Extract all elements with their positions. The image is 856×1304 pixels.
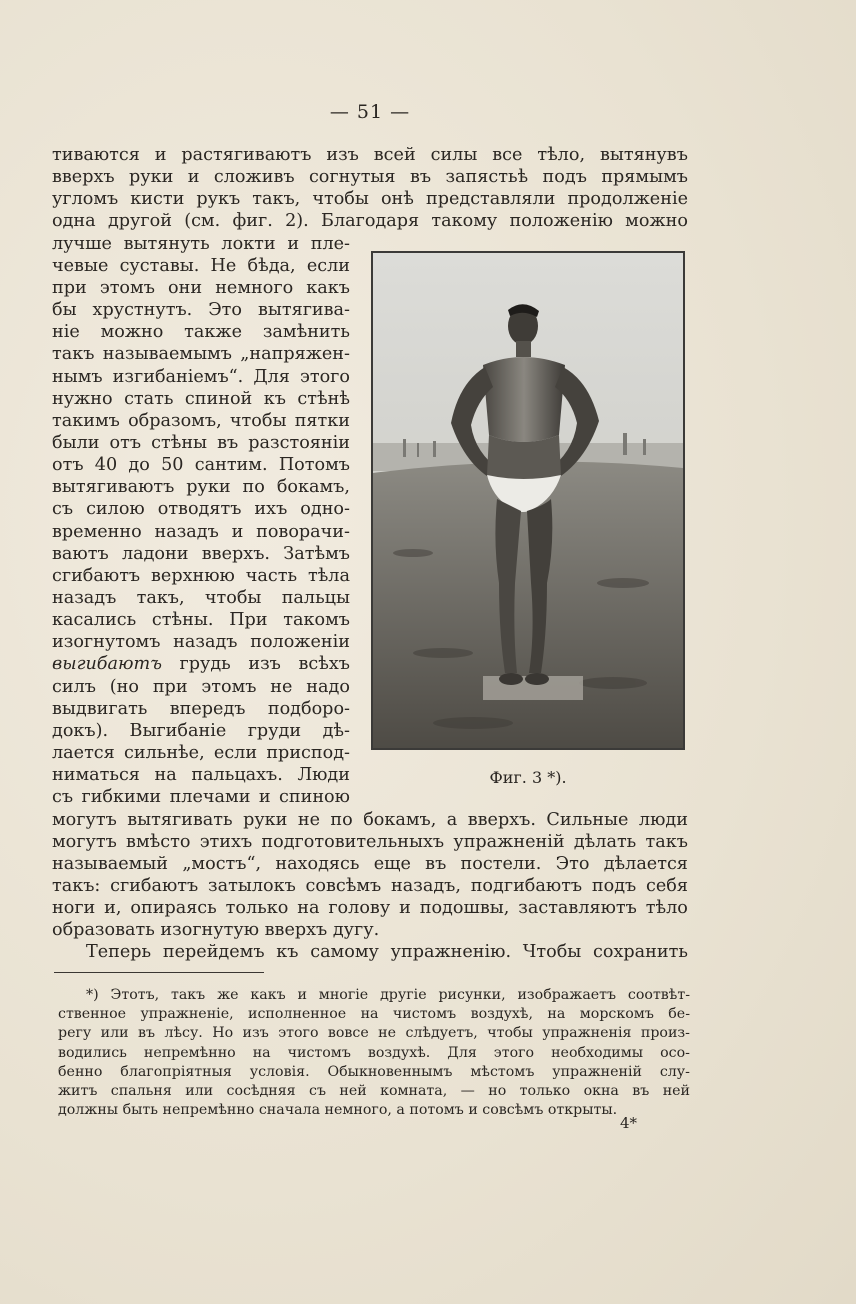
text-line: нымъ изгибаніемъ“. Для этого xyxy=(52,366,350,387)
man-on-beach-illustration xyxy=(373,253,683,748)
text-line: при этомъ они немного какъ xyxy=(52,277,350,298)
text-line: такъ: сгибаютъ затылокъ совсѣмъ назадъ, подгибаютъ подъ себя xyxy=(52,875,688,896)
text-line: ниматься на пальцахъ. Люди xyxy=(52,765,350,786)
footnote-line: бенно благопріятныя условія. Обыкновеннымъ мѣстомъ упражненій слу- xyxy=(58,1063,690,1080)
text-line: касались стѣны. При такомъ xyxy=(52,610,350,631)
text-line: вверхъ руки и сложивъ согнутыя въ запястьѣ подъ прямымъ xyxy=(52,167,688,188)
text-line: бы хрустнутъ. Это вытягива- xyxy=(52,300,350,321)
signature-mark: 4* xyxy=(620,1114,638,1132)
footnote-rule xyxy=(54,972,264,973)
text-line: одна другой (см. фиг. 2). Благодаря такому положенію можно xyxy=(52,211,688,232)
text-line: были отъ стѣны въ разстояніи xyxy=(52,432,350,453)
text-line: вытягиваютъ руки по бокамъ, xyxy=(52,477,350,498)
text-line: докъ). Выгибаніе груди дѣ- xyxy=(52,720,350,741)
text-line: выдвигать впередъ подборо- xyxy=(52,698,350,719)
text-line: лается сильнѣе, если приспод- xyxy=(52,743,350,764)
figure-photo xyxy=(371,251,685,750)
text-line: такъ называемымъ „напряжен- xyxy=(52,344,350,365)
figure-caption: Фиг. 3 *). xyxy=(489,768,567,787)
text-line: назадъ такъ, чтобы пальцы xyxy=(52,588,350,608)
text-line: Теперь перейдемъ къ самому упражненію. Чтобы сохранить xyxy=(86,942,688,963)
footnote-line: житъ спальня или сосѣдняя съ ней комната, — но только окна въ ней xyxy=(58,1083,690,1099)
text-line: силъ (но при этомъ не надо xyxy=(52,676,350,697)
text-line: такимъ образомъ, чтобы пятки xyxy=(52,410,350,431)
text-line: сгибаютъ верхнюю часть тѣла xyxy=(52,565,350,586)
footnote-line: должны быть непремѣнно сначала немного, а потомъ и совсѣмъ открыты. xyxy=(58,1102,618,1119)
text-line: угломъ кисти рукъ такъ, чтобы онѣ представляли продолженіе xyxy=(52,189,688,210)
page-number: — 51 — xyxy=(329,101,411,123)
footnote-line: ственное упражненіе, исполненное на чистомъ воздухѣ, на морскомъ бе- xyxy=(58,1006,690,1023)
text-line: выгибаютъ грудь изъ всѣхъ xyxy=(52,654,350,675)
text-line: изогнутомъ назадъ положеніи xyxy=(52,632,350,653)
text-line: съ гибкими плечами и спиною xyxy=(52,787,350,808)
text-line: ноги и, опираясь только на голову и подошвы, заставляютъ тѣло xyxy=(52,898,688,919)
text-line: нужно стать спиной къ стѣнѣ xyxy=(52,388,350,409)
footnote-line: *) Этотъ, такъ же какъ и многіе другіе рисунки, изображаетъ соотвѣт- xyxy=(86,987,690,1003)
text-line: лучше вытянуть локти и пле- xyxy=(52,233,350,254)
text-line: съ силою отводятъ ихъ одно- xyxy=(52,499,350,520)
text-line: ніе можно также замѣнить xyxy=(52,322,350,343)
text-line: чевые суставы. Не бѣда, если xyxy=(52,255,350,276)
text-line: отъ 40 до 50 сантим. Потомъ xyxy=(52,455,350,476)
text-line: временно назадъ и поворачи- xyxy=(52,521,350,542)
text-line: называемый „мостъ“, находясь еще въ постели. Это дѣлается xyxy=(52,853,688,874)
text-line: могутъ вытягивать руки не по бокамъ, а вверхъ. Сильные люди xyxy=(52,809,688,830)
text-line: ваютъ ладони вверхъ. Затѣмъ xyxy=(52,543,350,564)
text-line: могутъ вмѣсто этихъ подготовительныхъ упражненій дѣлать такъ xyxy=(52,831,688,852)
text-line: образовать изогнутую вверхъ дугу. xyxy=(52,920,380,941)
footnote-line: водились непремѣнно на чистомъ воздухѣ. Для этого необходимы осо- xyxy=(58,1044,690,1061)
footnote-line: регу или въ лѣсу. Но изъ этого вовсе не слѣдуетъ, чтобы упражненія произ- xyxy=(58,1025,690,1042)
text-line: тиваются и растягиваютъ изъ всей силы все тѣло, вытянувъ xyxy=(52,145,688,165)
